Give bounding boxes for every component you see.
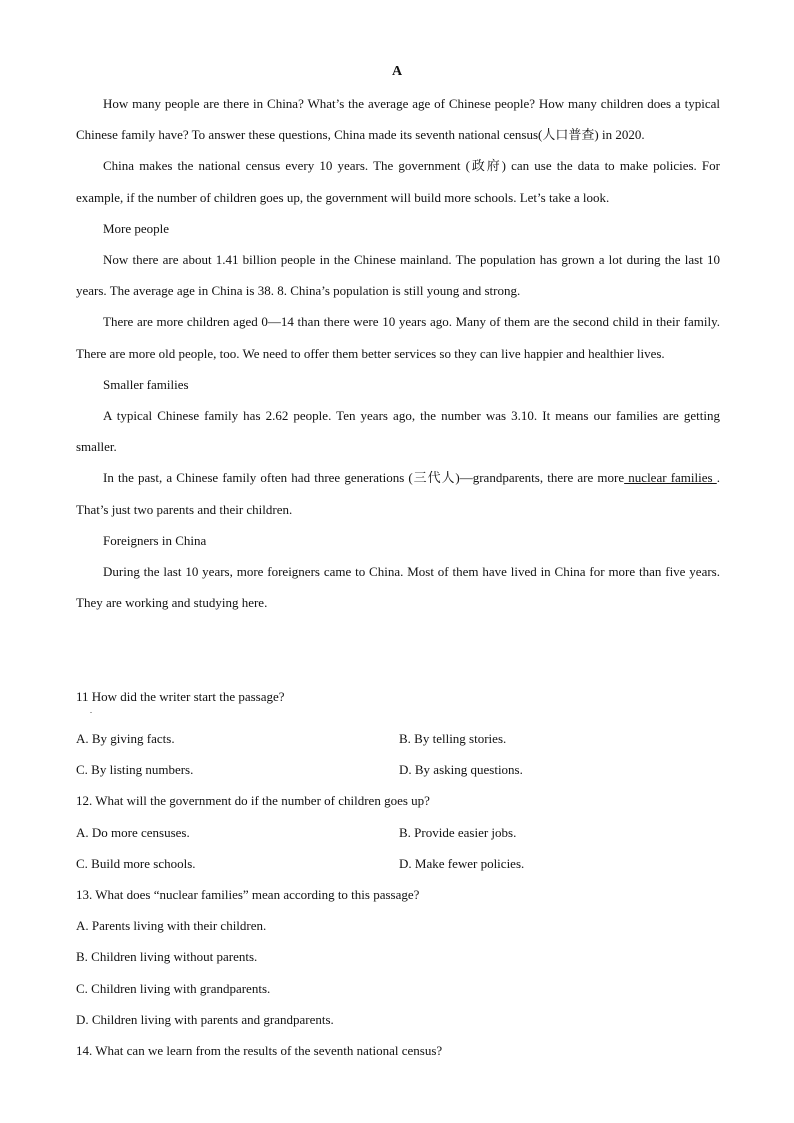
question-13-stem: 13. What does “nuclear families” mean according to this passage?	[76, 886, 420, 902]
option-13-b[interactable]: B. Children living without parents.	[76, 949, 258, 965]
question-11-stem	[76, 681, 720, 723]
paragraph-intro: How many people are there in China? What’s the average age of Chinese people? How many children does a typical Chinese family have? To answer these questions, China made its seventh national census(人口普查) in 2020.	[76, 96, 720, 143]
nuclear-families-underlined: nuclear families	[624, 470, 717, 486]
option-11-a[interactable]: A. By giving facts.	[76, 731, 175, 746]
paragraph-family-size: A typical Chinese family has 2.62 people. Ten years ago, the number was 3.10. It means our families are getting smaller.	[76, 408, 720, 455]
option-12-d[interactable]: D. Make fewer policies.	[399, 855, 525, 871]
option-11-b[interactable]: B. By telling stories.	[399, 731, 507, 746]
heading-more-people: More people	[103, 220, 170, 236]
heading-foreigners: Foreigners in China	[103, 532, 207, 548]
question-12-options-row-2	[76, 848, 720, 879]
option-13-c[interactable]: C. Children living with grandparents.	[76, 980, 271, 996]
paragraph-children: There are more children aged 0—14 than there were 10 years ago. Many of them are the second child in their family. There are more old people, too. We need to offer them better services so they can live happier and healthier lives.	[76, 314, 720, 361]
option-12-c[interactable]: C. Build more schools.	[76, 855, 196, 871]
question-12-options-row-1	[76, 817, 720, 848]
question-12-stem: 12. What will the government do if the number of children goes up?	[76, 793, 430, 809]
paragraph-foreigners: During the last 10 years, more foreigners came to China. Most of them have lived in China for more than five years. They are working and studying here.	[76, 564, 720, 611]
option-12-a[interactable]: A. Do more censuses.	[76, 824, 190, 840]
option-12-b[interactable]: B. Provide easier jobs.	[399, 824, 517, 840]
question-11-options-row-2	[76, 754, 720, 785]
reading-passage	[76, 88, 720, 618]
option-13-a[interactable]: A. Parents living with their children.	[76, 918, 267, 934]
question-14-stem: 14. What can we learn from the results of the seventh national census?	[76, 1042, 443, 1058]
question-section	[76, 681, 720, 1066]
stray-dot-mark: .	[90, 706, 92, 715]
option-11-d[interactable]: D. By asking questions.	[399, 762, 523, 778]
paragraph-census: China makes the national census every 10 years. The government (政府) can use the data to make policies. For example, if the number of children goes up, the government will build more schools. Let’s take a look.	[76, 158, 720, 205]
generations-text-end: . That’s just two parents and their children.	[76, 470, 720, 517]
paragraph-population: Now there are about 1.41 billion people in the Chinese mainland. The population has grown a lot during the last 10 years. The average age in China is 38. 8. China’s population is still young and strong.	[76, 252, 720, 299]
option-11-c[interactable]: C. By listing numbers.	[76, 762, 194, 778]
question-11-text: 11 How did the writer start the passage?	[76, 689, 285, 704]
passage-title: A	[391, 64, 403, 79]
question-11-options-row-1	[76, 723, 720, 754]
paragraph-generations	[76, 462, 720, 524]
option-13-d[interactable]: D. Children living with parents and grandparents.	[76, 1011, 334, 1027]
heading-smaller-families: Smaller families	[103, 376, 189, 392]
generations-text: In the past, a Chinese family often had three generations (三代人)—grandparents, there are more	[103, 470, 625, 486]
